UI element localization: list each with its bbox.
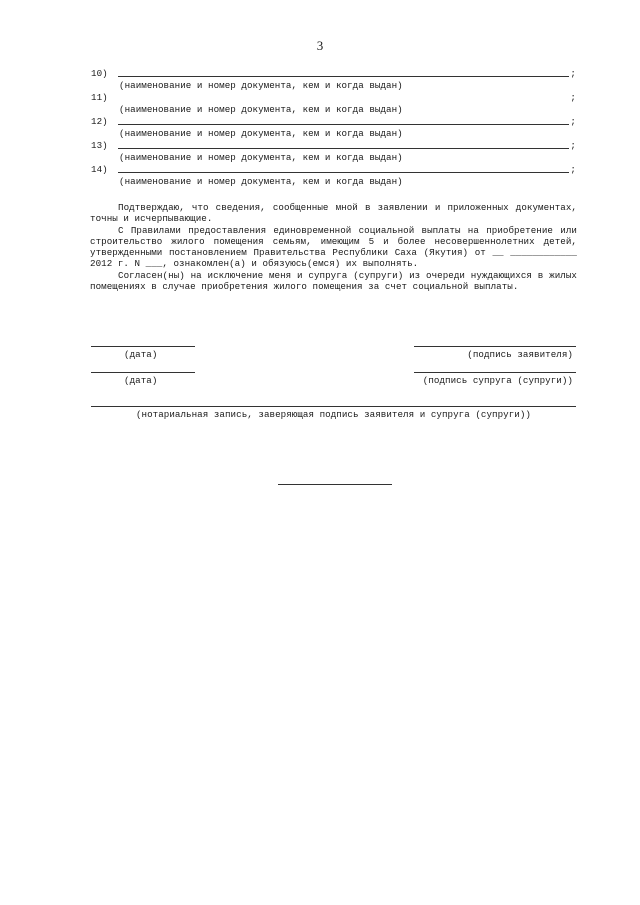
document-item (90, 116, 577, 140)
field-caption: (наименование и номер документа, кем и когда выдан) (119, 80, 403, 91)
notary-record-label: (нотариальная запись, заверяющая подпись заявителя и супруга (супруги)) (135, 409, 531, 420)
notary-record-line[interactable] (91, 406, 576, 407)
document-item (90, 92, 577, 116)
spouse-signature-line[interactable] (414, 372, 576, 373)
item-terminator: ; (570, 164, 576, 175)
document-input-line[interactable] (118, 115, 569, 125)
document-item (90, 68, 577, 92)
applicant-signature-label: (подпись заявителя) (467, 349, 573, 360)
spouse-signature-label: (подпись супруга (супруги)) (422, 375, 573, 386)
field-caption: (наименование и номер документа, кем и когда выдан) (119, 128, 403, 139)
date-label: (дата) (124, 349, 158, 360)
confirmation-paragraph: Подтверждаю, что сведения, сообщенные мной в заявлении и приложенных документах, точны и исчерпывающие. (90, 202, 577, 225)
end-of-document-rule (278, 484, 392, 485)
statement-text (90, 202, 577, 292)
item-terminator: ; (570, 68, 576, 79)
date-line[interactable] (91, 346, 195, 347)
applicant-signature-line[interactable] (414, 346, 576, 347)
document-input-line[interactable] (118, 139, 569, 149)
date-line[interactable] (91, 372, 195, 373)
item-number: 10) (91, 68, 108, 79)
date-label: (дата) (124, 375, 158, 386)
item-number: 14) (91, 164, 108, 175)
signature-row-applicant (90, 339, 577, 365)
item-number: 11) (91, 92, 108, 103)
item-terminator: ; (570, 140, 576, 151)
document-input-line[interactable] (118, 67, 569, 77)
item-number: 13) (91, 140, 108, 151)
item-number: 12) (91, 116, 108, 127)
document-input-line[interactable] (118, 92, 569, 101)
document-input-line[interactable] (118, 163, 569, 173)
document-item (90, 164, 577, 188)
item-terminator: ; (570, 116, 576, 127)
field-caption: (наименование и номер документа, кем и когда выдан) (119, 152, 403, 163)
field-caption: (наименование и номер документа, кем и когда выдан) (119, 176, 403, 187)
signature-row-spouse (90, 365, 577, 391)
rules-acknowledgement-paragraph: С Правилами предоставления единовременной социальной выплаты на приобретение или строительство жилого помещения семьям, имеющим 5 и более несовершеннолетних детей, утвержденными постановлением Правительства Республики Саха (Якутия) от __ ____________ 2012 г. N ___, ознакомлен(а) и обязуюсь(емся) их выполнять. (90, 224, 577, 270)
consent-paragraph: Согласен(ны) на исключение меня и супруга (супруги) из очереди нуждающихся в жилых помещениях в случае приобретения жилого помещения за счет социальной выплаты. (90, 269, 577, 293)
document-list (90, 68, 577, 188)
page-number: 3 (316, 38, 324, 53)
item-terminator: ; (570, 92, 576, 103)
document-item (90, 140, 577, 164)
field-caption: (наименование и номер документа, кем и когда выдан) (119, 104, 403, 115)
